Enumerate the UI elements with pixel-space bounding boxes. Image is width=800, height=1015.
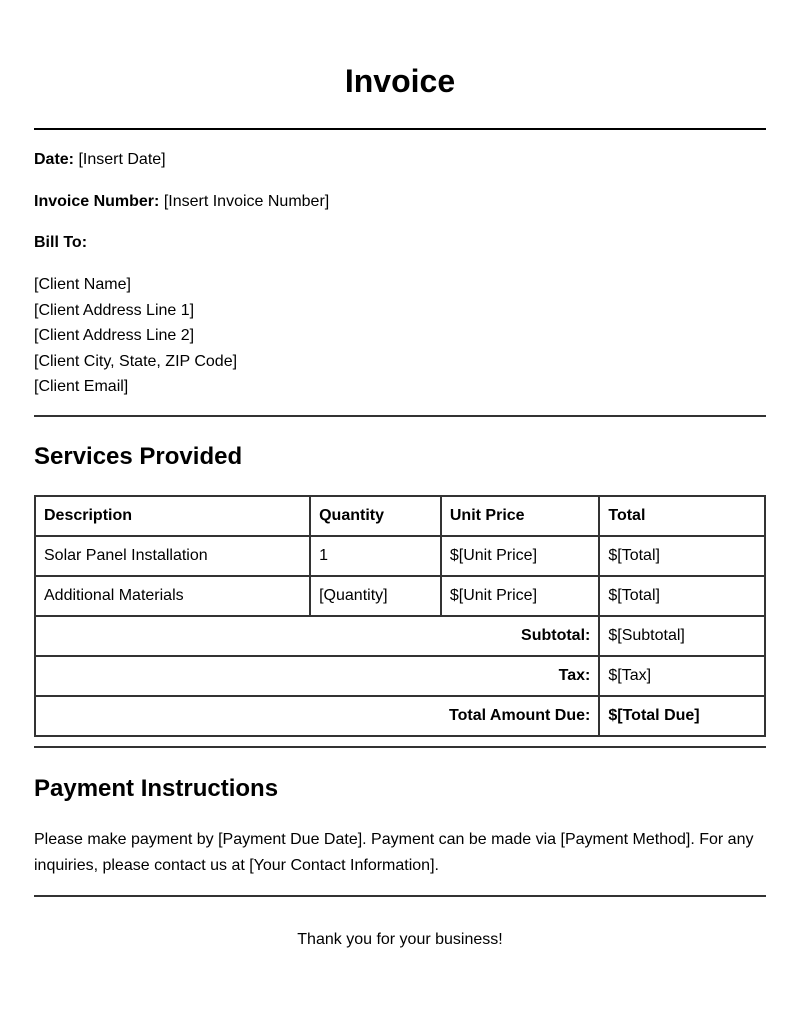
client-address-line-2: [Client Address Line 2]	[34, 327, 195, 344]
date-line	[34, 150, 766, 170]
invoice-title: Invoice	[344, 63, 456, 99]
invoice-number-label: Invoice Number:	[34, 193, 160, 210]
table-header-row	[35, 496, 765, 536]
column-header-quantity: Quantity	[310, 496, 441, 536]
payment-heading: Payment Instructions	[34, 774, 279, 802]
client-address-block	[34, 272, 766, 400]
column-header-unit-price: Unit Price	[441, 496, 599, 536]
table-row	[35, 576, 765, 616]
subtotal-value: $[Subtotal]	[599, 616, 765, 656]
row-unit-price: $[Unit Price]	[441, 536, 599, 576]
invoice-number-line	[34, 192, 766, 212]
invoice-page	[34, 0, 766, 950]
services-table	[34, 495, 766, 737]
client-address-line-1: [Client Address Line 1]	[34, 301, 195, 319]
payment-instructions-text: Please make payment by [Payment Due Date]. Payment can be made via [Payment Method]. For any inquiries, please contact us at [Your Contact Information].	[34, 830, 754, 874]
bill-to-line	[34, 233, 766, 253]
date-value: [Insert Date]	[78, 151, 166, 168]
bill-to-label: Bill To:	[34, 234, 88, 251]
row-total: $[Total]	[599, 536, 765, 576]
row-description: Additional Materials	[35, 576, 310, 616]
row-quantity: 1	[310, 536, 441, 576]
total-due-label: Total Amount Due:	[35, 696, 599, 736]
row-description: Solar Panel Installation	[35, 536, 310, 576]
subtotal-label: Subtotal:	[35, 616, 599, 656]
row-total: $[Total]	[599, 576, 765, 616]
thank-you-message: Thank you for your business!	[297, 930, 503, 948]
client-name: [Client Name]	[34, 276, 131, 293]
tax-row	[35, 656, 765, 696]
column-header-description: Description	[35, 496, 310, 536]
subtotal-row	[35, 616, 765, 656]
column-header-total: Total	[599, 496, 765, 536]
client-city-state-zip: [Client City, State, ZIP Code]	[34, 352, 238, 370]
invoice-number-value: [Insert Invoice Number]	[163, 193, 330, 210]
total-due-row	[35, 696, 765, 736]
client-email: [Client Email]	[34, 378, 129, 395]
total-due-value: $[Total Due]	[599, 696, 765, 736]
row-unit-price: $[Unit Price]	[441, 576, 599, 616]
table-row	[35, 536, 765, 576]
tax-value: $[Tax]	[599, 656, 765, 696]
services-heading: Services Provided	[34, 442, 243, 470]
date-label: Date:	[34, 151, 75, 168]
tax-label: Tax:	[35, 656, 599, 696]
row-quantity: [Quantity]	[310, 576, 441, 616]
